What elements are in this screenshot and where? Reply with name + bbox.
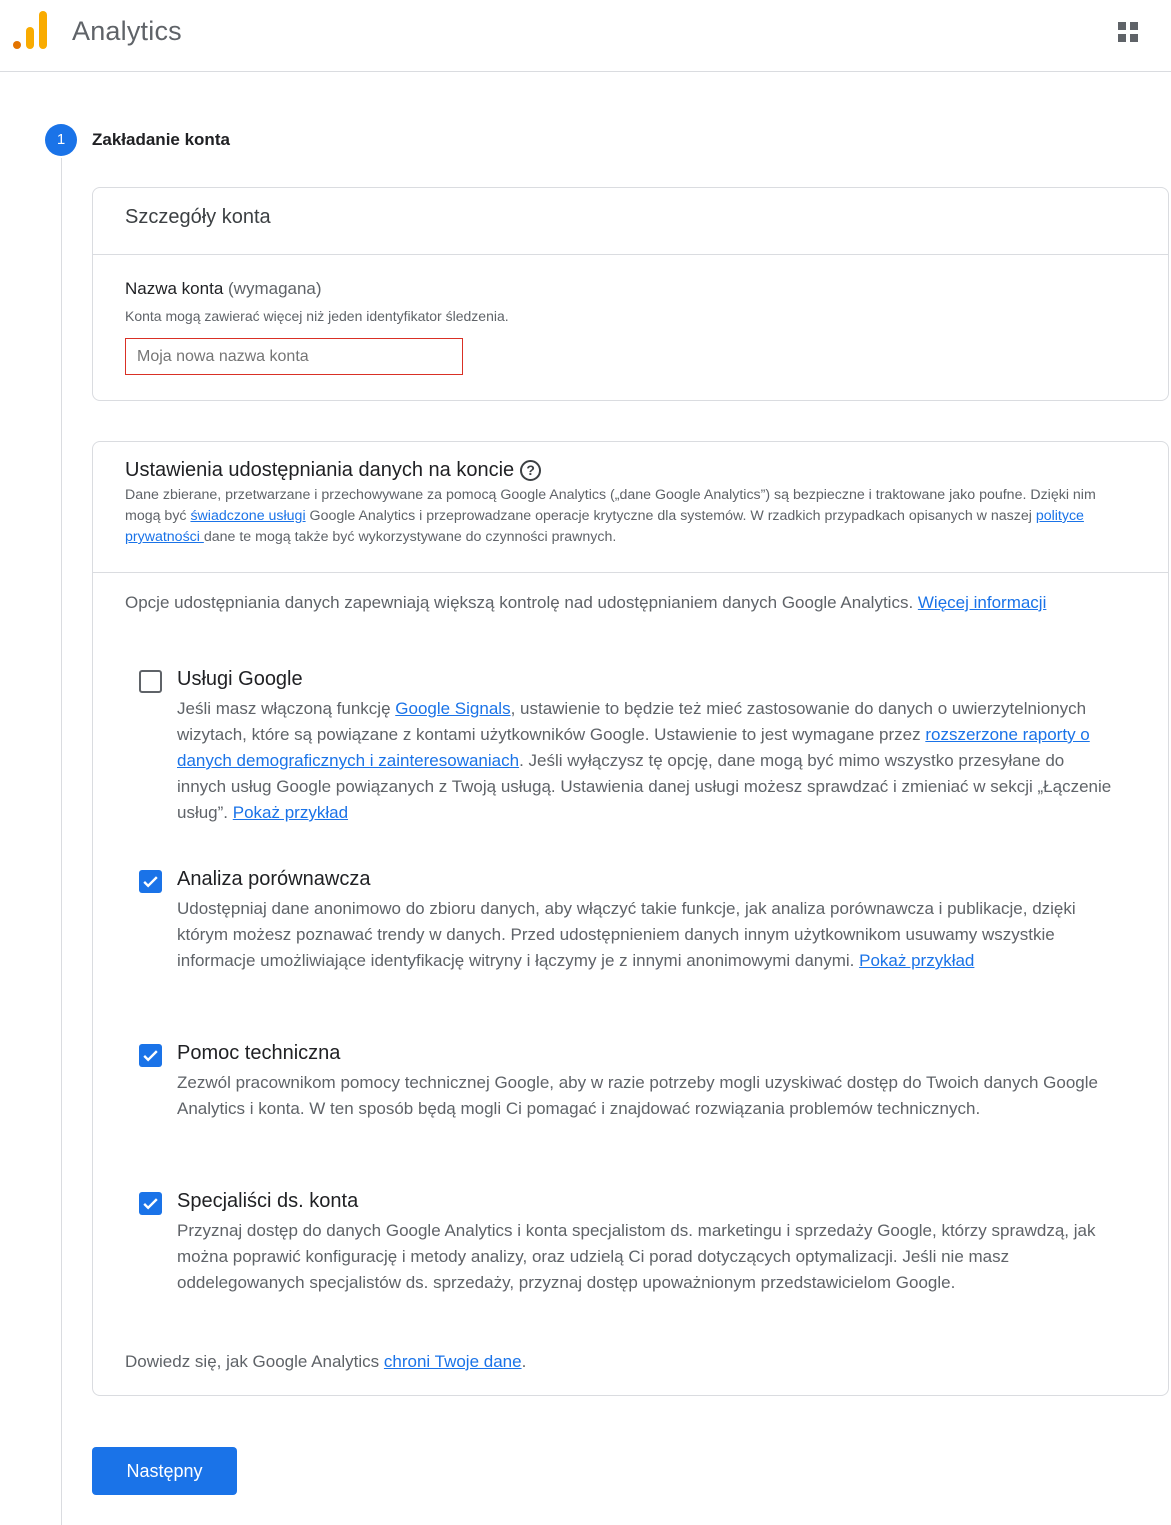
apps-dot [1118,22,1126,30]
desc-text: dane te mogą także być wykorzystywane do czynności prawnych. [203,529,617,545]
services-link[interactable]: świadczone usługi [190,508,306,524]
show-example-link[interactable]: Pokaż przykład [232,803,349,822]
account-name-hint: Konta mogą zawierać więcej niż jeden identyfikator śledzenia. [125,308,509,324]
desc-text: , ustawienie to będzie też mieć zastosowanie do danych o uwierzytelnionych wizytach, które są powiązane z kontami użytkowników Google. Ustawienie to jest wymagane przez [177,699,1087,744]
data-sharing-header [93,442,1168,573]
account-specialists-checkbox[interactable] [139,1192,162,1215]
desc-text: Google Analytics i przeprowadzane operacje krytyczne dla systemów. W rzadkich przypadkach opisanych w naszej [305,508,1036,524]
desc-text: . Jeśli wyłączysz tę opcję, dane mogą być mimo wszystko przesyłane do innych usług Google powiązanych z Twoją usługą. Ustawienia danej usługi możesz sprawdzać i zmieniać w sekcji „Łączenie usług”. [177,751,1112,822]
option-description: Przyznaj dostęp do danych Google Analytics i konta specjalistom ds. marketingu i sprzedaży Google, którzy sprawdzą, jak można poprawić konfigurację i metody analizy, oraz udzielą Ci porad dotyczących optymalizacji. Jeśli nie masz oddelegowanych specjalistów ds. sprzedaży, przyznaj dostęp upoważnionym przedstawicielom Google. [177,1221,1096,1292]
option-title: Analiza porównawcza [177,868,371,890]
checkmark-icon [141,1046,160,1065]
apps-dot [1130,34,1138,42]
top-app-bar [0,0,1171,72]
step-title: Zakładanie konta [92,130,230,149]
apps-grid-icon[interactable] [1118,22,1138,42]
privacy-policy-link[interactable]: polityce prywatności [125,508,1084,545]
desc-text: Dane zbierane, przetwarzane i przechowywane za pomocą Google Analytics („dane Google Analytics”) są bezpieczne i traktowane jako poufne. Dzięki nim mogą być [125,487,1096,524]
technical-support-checkbox[interactable] [139,1044,162,1067]
logo-bar-tall [39,11,47,49]
show-example-link[interactable]: Pokaż przykład [859,951,975,970]
app-name: Analytics [72,16,182,46]
step-number-badge: 1 [45,124,77,156]
desc-text: Udostępniaj dane anonimowo do zbioru danych, aby włączyć takie funkcje, jak analiza porównawcza i publikacje, dzięki którym możesz poznawać trendy w danych. Przed udostępnieniem danych innym użytkownikom usuwamy wszystkie informacje umożliwiające identyfikację witryny i łączymy je z innymi anonimowymi danymi. [177,899,1076,970]
benchmarking-checkbox[interactable] [139,870,162,893]
option-description: Zezwól pracownikom pomocy technicznej Google, aby w razie potrzeby mogli uzyskiwać dostęp do Twoich danych Google Analytics i konta. W ten sposób będą mogli Ci pomagać i znajdować rozwiązania problemów technicznych. [177,1073,1098,1118]
option-title: Specjaliści ds. konta [177,1190,359,1212]
option-description [177,896,1117,974]
data-sharing-description [125,485,1105,548]
sharing-intro [125,591,1075,614]
help-circle-icon[interactable]: ? [520,460,541,481]
account-name-label-text: Nazwa konta [125,279,224,298]
protects-data-link[interactable]: chroni Twoje dane [383,1352,522,1371]
note-text: Dowiedz się, jak Google Analytics [125,1352,384,1371]
data-sharing-heading: Ustawienia udostępniania danych na koncie [125,459,515,481]
data-protection-note [125,1352,526,1372]
checkmark-icon [141,1194,160,1213]
option-description [177,696,1117,826]
desc-text: Jeśli masz włączoną funkcję [177,699,396,718]
intro-text: Opcje udostępniania danych zapewniają większą kontrolę nad udostępnianiem danych Google Analytics. [125,593,918,612]
google-services-checkbox[interactable] [139,670,162,693]
apps-dot [1118,34,1126,42]
account-name-input[interactable] [125,338,463,375]
apps-dot [1130,22,1138,30]
analytics-logo-icon[interactable] [13,11,47,49]
stepper-line [61,158,62,1525]
account-name-label [125,279,322,299]
required-marker: (wymagana) [228,279,322,298]
note-text: . [521,1352,527,1371]
next-button[interactable]: Następny [92,1447,237,1495]
checkmark-icon [141,872,160,891]
option-title: Usługi Google [177,668,303,690]
account-details-heading: Szczegóły konta [93,188,1168,255]
option-title: Pomoc techniczna [177,1042,341,1064]
data-sharing-card [92,441,1169,1396]
google-signals-link[interactable]: Google Signals [395,699,511,718]
account-details-card [92,187,1169,401]
demographics-reports-link[interactable]: rozszerzone raporty o danych demograficznych i zainteresowaniach [177,725,1090,770]
logo-bar-medium [26,27,34,49]
more-info-link[interactable]: Więcej informacji [917,593,1047,612]
logo-bar-small [13,41,21,49]
